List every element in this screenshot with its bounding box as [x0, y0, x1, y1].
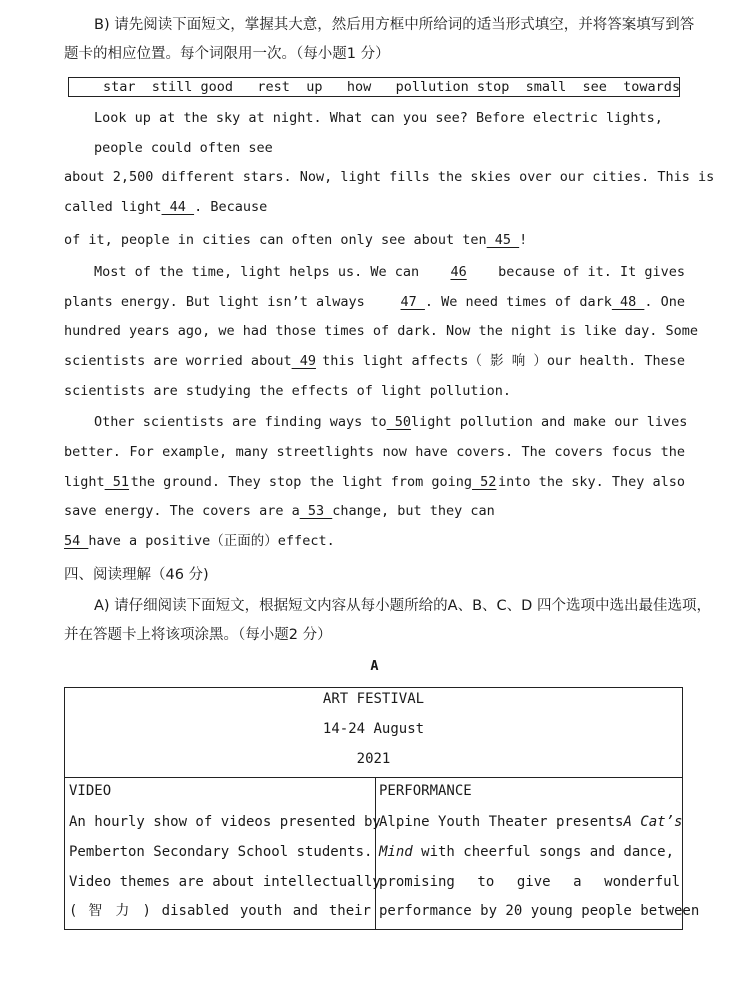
passage-text: into the sky. They also: [498, 474, 685, 490]
blank-54: 54: [64, 533, 89, 549]
blank-51: 51: [104, 474, 130, 490]
festival-year: 2021: [356, 751, 391, 767]
video-header: VIDEO: [69, 783, 112, 799]
section-4-heading: 四、阅读理解（46 分): [64, 567, 209, 583]
performance-header: PERFORMANCE: [379, 783, 472, 799]
passage-text: light: [64, 474, 105, 490]
passage-line: [94, 412, 688, 432]
passage-line: [64, 472, 685, 492]
passage-text: because of it. It gives: [498, 264, 685, 280]
passage-text: this light affects（ 影 响 ）our health. These: [322, 353, 685, 369]
passage-text: called light: [64, 199, 162, 215]
performance-title-part: Mind: [379, 844, 413, 860]
festival-dates: 14-24 August: [322, 721, 425, 737]
blank-50: 50: [386, 414, 411, 430]
passage-line: people could often see: [94, 140, 273, 156]
word-box: [68, 77, 680, 97]
passage-text: plants energy. But light isn’t always: [64, 294, 365, 310]
section-b-instruction-line1: B) 请先阅读下面短文，掌握其大意，然后用方框中所给词的适当形式填空，并将答案填写到答: [94, 17, 695, 33]
performance-line: performance by 20 young people between: [379, 903, 700, 919]
passage-line: hundred years ago, we had those times of dark. Now the night is like day. Some: [64, 323, 698, 339]
performance-text: with cheerful songs and dance,: [412, 844, 675, 860]
passage-text: light pollution and make our lives: [411, 414, 688, 430]
blank-53: 53: [299, 503, 333, 519]
word-box-words: star still good rest up how pollution stop small see towards: [103, 79, 681, 95]
performance-title-part: A Cat’s: [623, 814, 683, 830]
passage-text: of it, people in cities can often only see about ten: [64, 232, 487, 248]
passage-text: the ground. They stop the light from going: [130, 474, 473, 490]
passage-text: scientists are worried about: [64, 353, 292, 369]
blank-48: 48: [611, 294, 645, 310]
video-line: ( 智 力 ) disabled youth and their: [69, 903, 371, 919]
table-divider-horizontal: [65, 777, 682, 778]
passage-text: change, but they can: [332, 503, 495, 519]
passage-text: Most of the time, light helps us. We can: [94, 264, 420, 280]
section-b-instruction-line2: 题卡的相应位置。每个词限用一次。（每小题1 分）: [64, 46, 390, 62]
passage-label: A: [370, 658, 379, 674]
passage-text: have a positive（正面的）effect.: [88, 533, 335, 549]
festival-title: ART FESTIVAL: [322, 691, 425, 707]
blank-47: 47: [400, 294, 425, 310]
passage-line: [64, 351, 685, 371]
performance-line: [379, 842, 680, 862]
video-line: Pemberton Secondary School students.: [69, 844, 373, 860]
video-line: An hourly show of videos presented by: [69, 814, 381, 830]
passage-text: . One: [644, 294, 685, 310]
passage-line: [64, 197, 267, 217]
passage-line: scientists are studying the effects of light pollution.: [64, 383, 512, 399]
passage-line: [64, 292, 685, 312]
passage-text: . Because: [194, 199, 268, 215]
section-4-instruction-line1: A) 请仔细阅读下面短文，根据短文内容从每小题所给的A、B、C、D 四个选项中选出最佳选项，: [94, 598, 711, 614]
passage-line: [94, 262, 685, 282]
passage-text: Other scientists are finding ways to: [94, 414, 387, 430]
performance-text: Alpine Youth Theater presents: [379, 814, 624, 830]
passage-text: . We need times of dark: [424, 294, 612, 310]
passage-text: save energy. The covers are a: [64, 503, 300, 519]
passage-line: [64, 501, 495, 521]
blank-44: 44: [161, 199, 195, 215]
performance-line: promising to give a wonderful: [379, 874, 680, 890]
passage-line: [64, 230, 527, 250]
festival-table: [64, 687, 700, 930]
passage-line: about 2,500 different stars. Now, light fills the skies over our cities. This is: [64, 169, 715, 185]
blank-46: 46: [450, 264, 467, 280]
blank-52: 52: [472, 474, 497, 490]
section-4-instruction-line2: 并在答题卡上将该项涂黑。（每小题2 分）: [64, 627, 332, 643]
passage-line: Look up at the sky at night. What can you see? Before electric lights,: [94, 110, 663, 126]
passage-line: better. For example, many streetlights now have covers. The covers focus the: [64, 444, 685, 460]
blank-49: 49: [291, 353, 316, 369]
passage-line: [64, 531, 335, 551]
blank-45: 45: [486, 232, 520, 248]
passage-text: !: [519, 232, 528, 248]
video-line: Video themes are about intellectually: [69, 874, 381, 890]
table-divider-vertical: [375, 777, 376, 929]
performance-line: [379, 812, 683, 832]
